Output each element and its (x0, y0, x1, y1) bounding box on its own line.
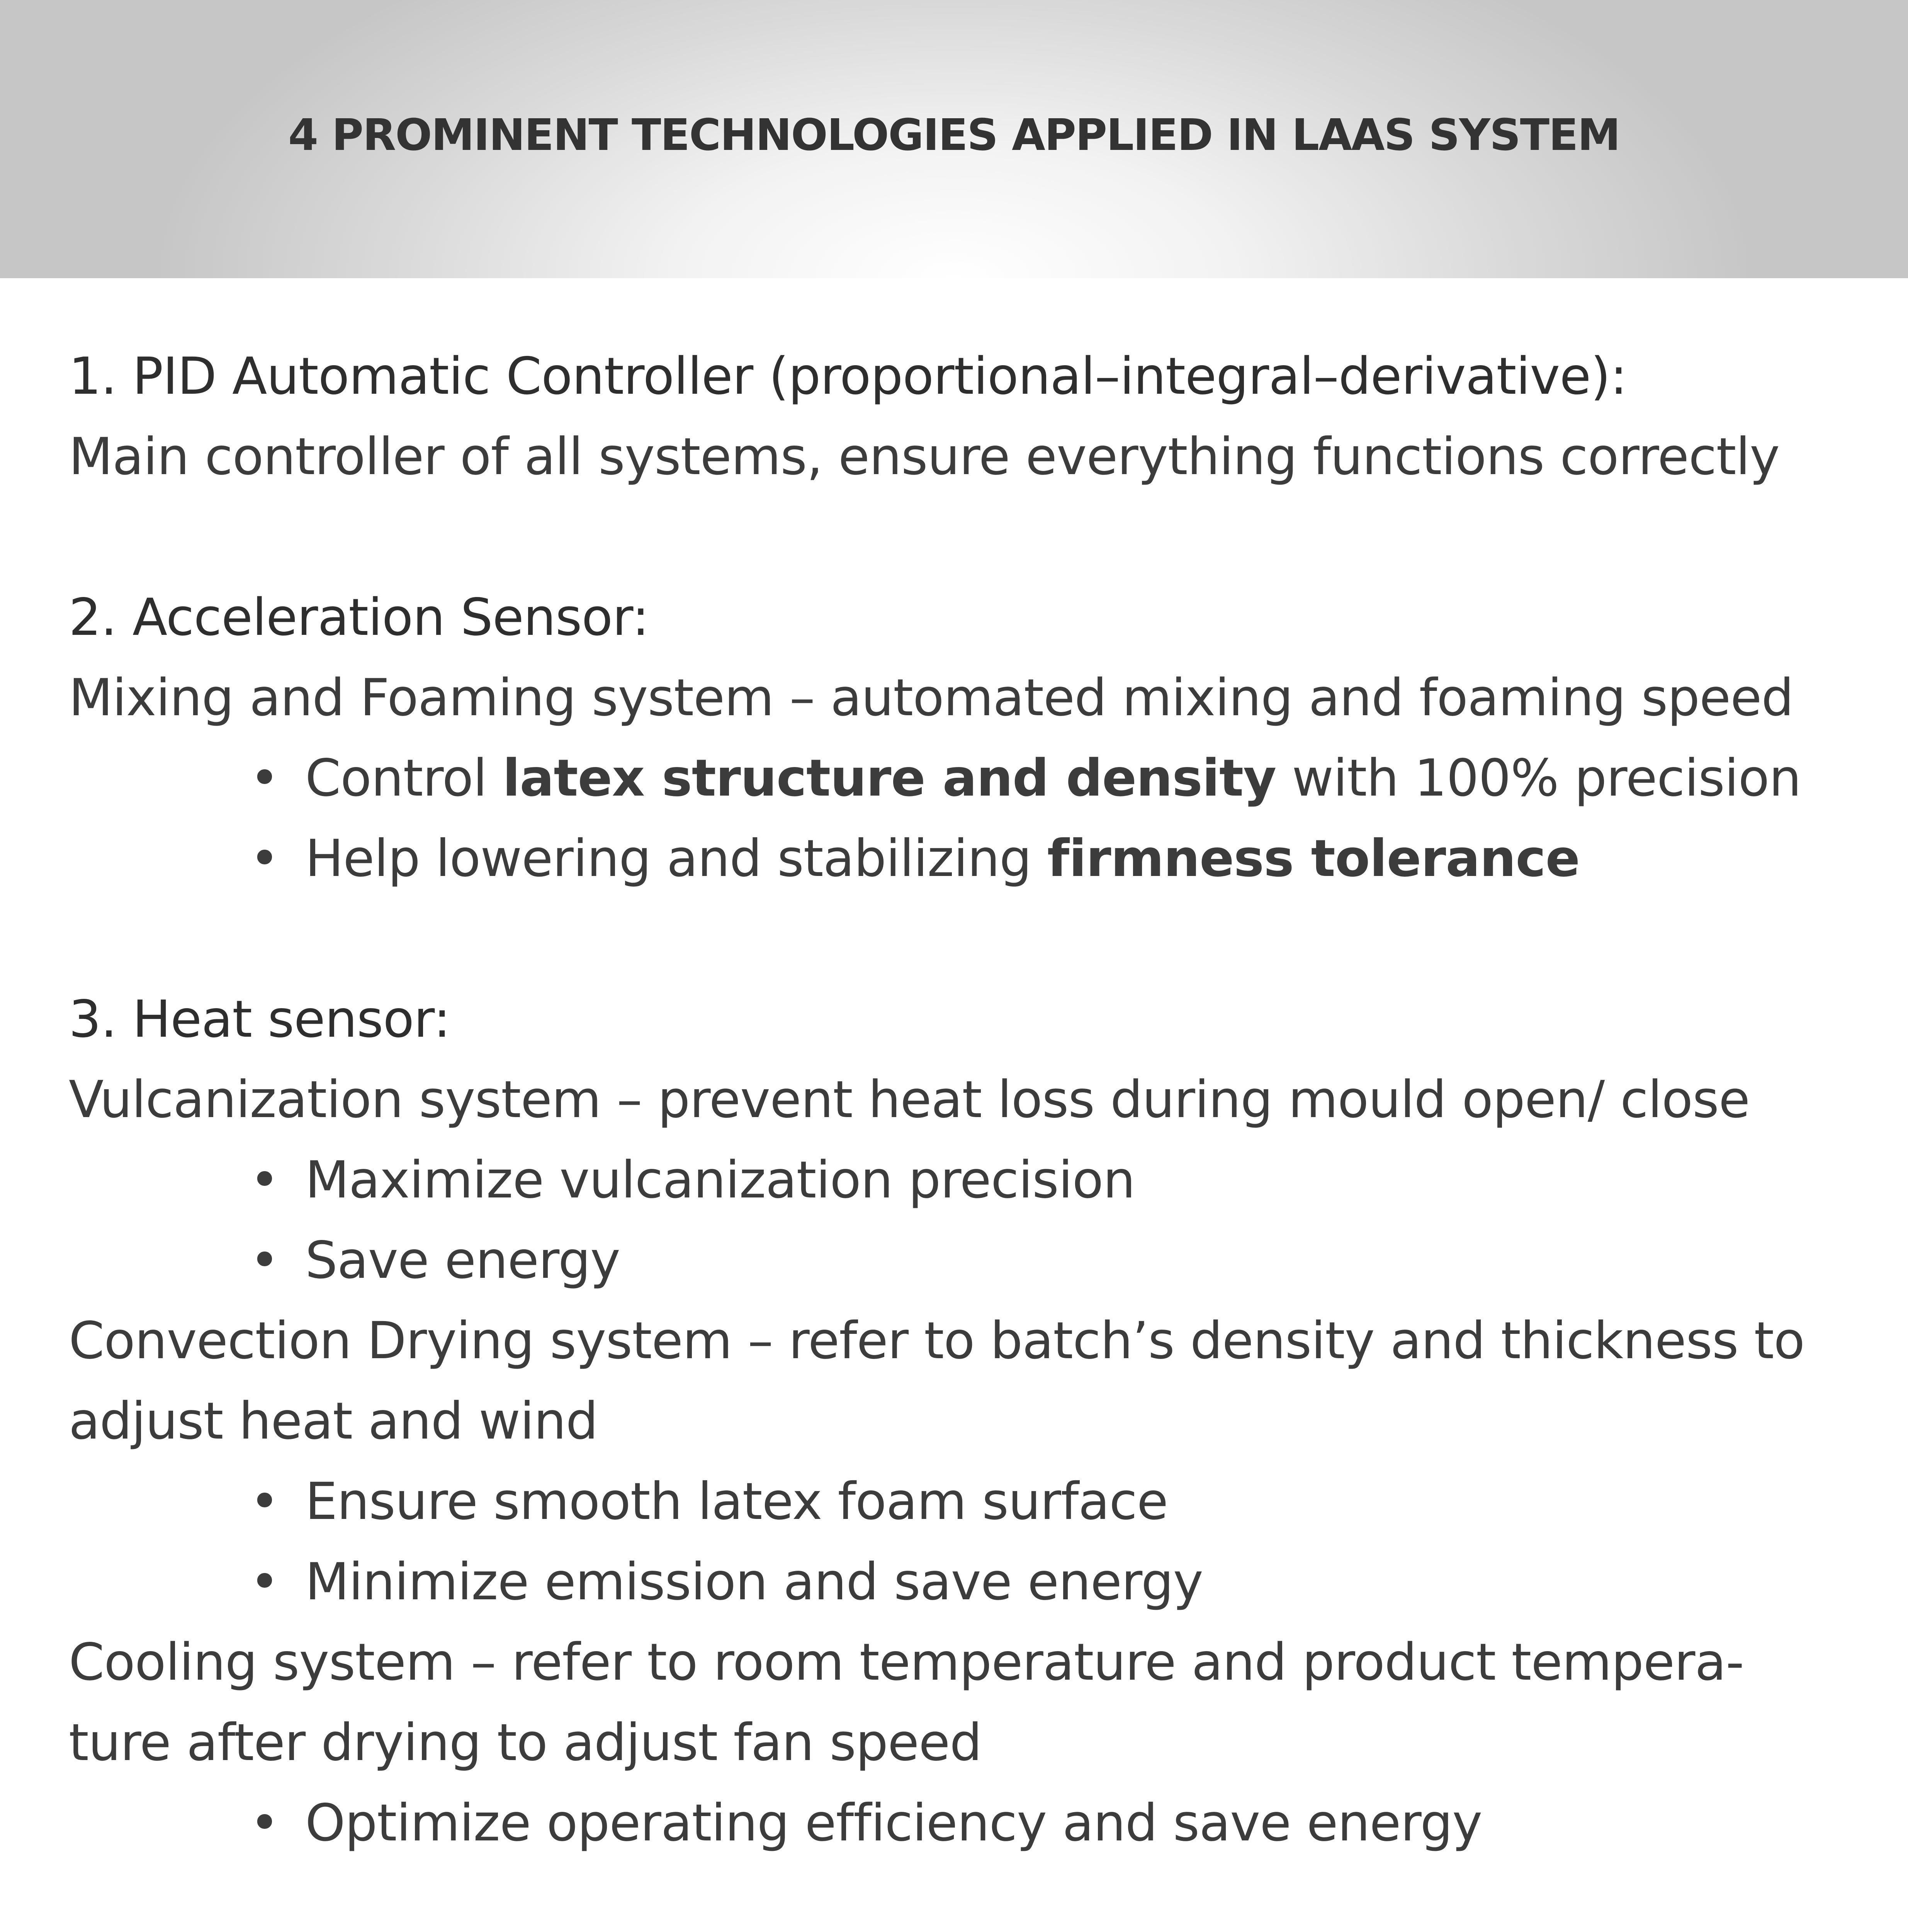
bullet-item (69, 1542, 1846, 1622)
bullet-icon: • (250, 1231, 279, 1290)
bullet-icon: • (250, 1150, 279, 1210)
section-2-heading: 2. Acceleration Sensor: (69, 588, 649, 647)
section-3-heading: 3. Heat sensor: (69, 990, 450, 1049)
section-divider (69, 1863, 1846, 1932)
bullet-item (69, 738, 1846, 818)
bullet-text-bold: firmness tolerance (1047, 829, 1580, 888)
bullet-item (69, 1461, 1846, 1542)
bullet-item (69, 1783, 1846, 1863)
section-3-text: Convection Drying system – refer to batch’s density and thickness to (69, 1311, 1805, 1371)
bullet-text: Maximize vulcanization precision (305, 1150, 1135, 1210)
bullet-item (69, 1220, 1846, 1301)
bullet-icon: • (250, 1793, 279, 1853)
bullet-text: Ensure smooth latex foam surface (305, 1472, 1168, 1531)
bullet-text-post: with 100% precision (1276, 748, 1801, 808)
bullet-text: Optimize operating efficiency and save energy (305, 1793, 1482, 1853)
bullet-text-pre: Control (305, 748, 503, 808)
section-3-text: ture after drying to adjust fan speed (69, 1713, 982, 1772)
page-title: 4 PROMINENT TECHNOLOGIES APPLIED IN LAAS SYSTEM (288, 110, 1620, 160)
bullet-icon: • (250, 1472, 279, 1531)
section-divider (69, 497, 1846, 577)
bullet-text-pre: Help lowering and stabilizing (305, 829, 1047, 888)
bullet-item (69, 1140, 1846, 1220)
section-divider (69, 899, 1846, 979)
page-header (0, 0, 1908, 278)
bullet-item (69, 818, 1846, 899)
bullet-icon: • (250, 829, 279, 888)
section-3-text: adjust heat and wind (69, 1391, 598, 1451)
bullet-text-bold: latex structure and density (503, 748, 1276, 808)
section-1-text: Main controller of all systems, ensure everything functions correctly (69, 427, 1780, 486)
bullet-text: Minimize emission and save energy (305, 1552, 1203, 1612)
bullet-icon: • (250, 748, 279, 808)
section-3-text: Cooling system – refer to room temperature and product tempera- (69, 1633, 1744, 1692)
bullet-icon: • (250, 1552, 279, 1612)
bullet-text: Save energy (305, 1231, 620, 1290)
document-body (69, 336, 1846, 1932)
section-1-heading: 1. PID Automatic Controller (proportional–integral–derivative): (69, 347, 1627, 406)
section-2-text: Mixing and Foaming system – automated mixing and foaming speed (69, 668, 1794, 728)
section-3-text: Vulcanization system – prevent heat loss during mould open/ close (69, 1070, 1750, 1129)
